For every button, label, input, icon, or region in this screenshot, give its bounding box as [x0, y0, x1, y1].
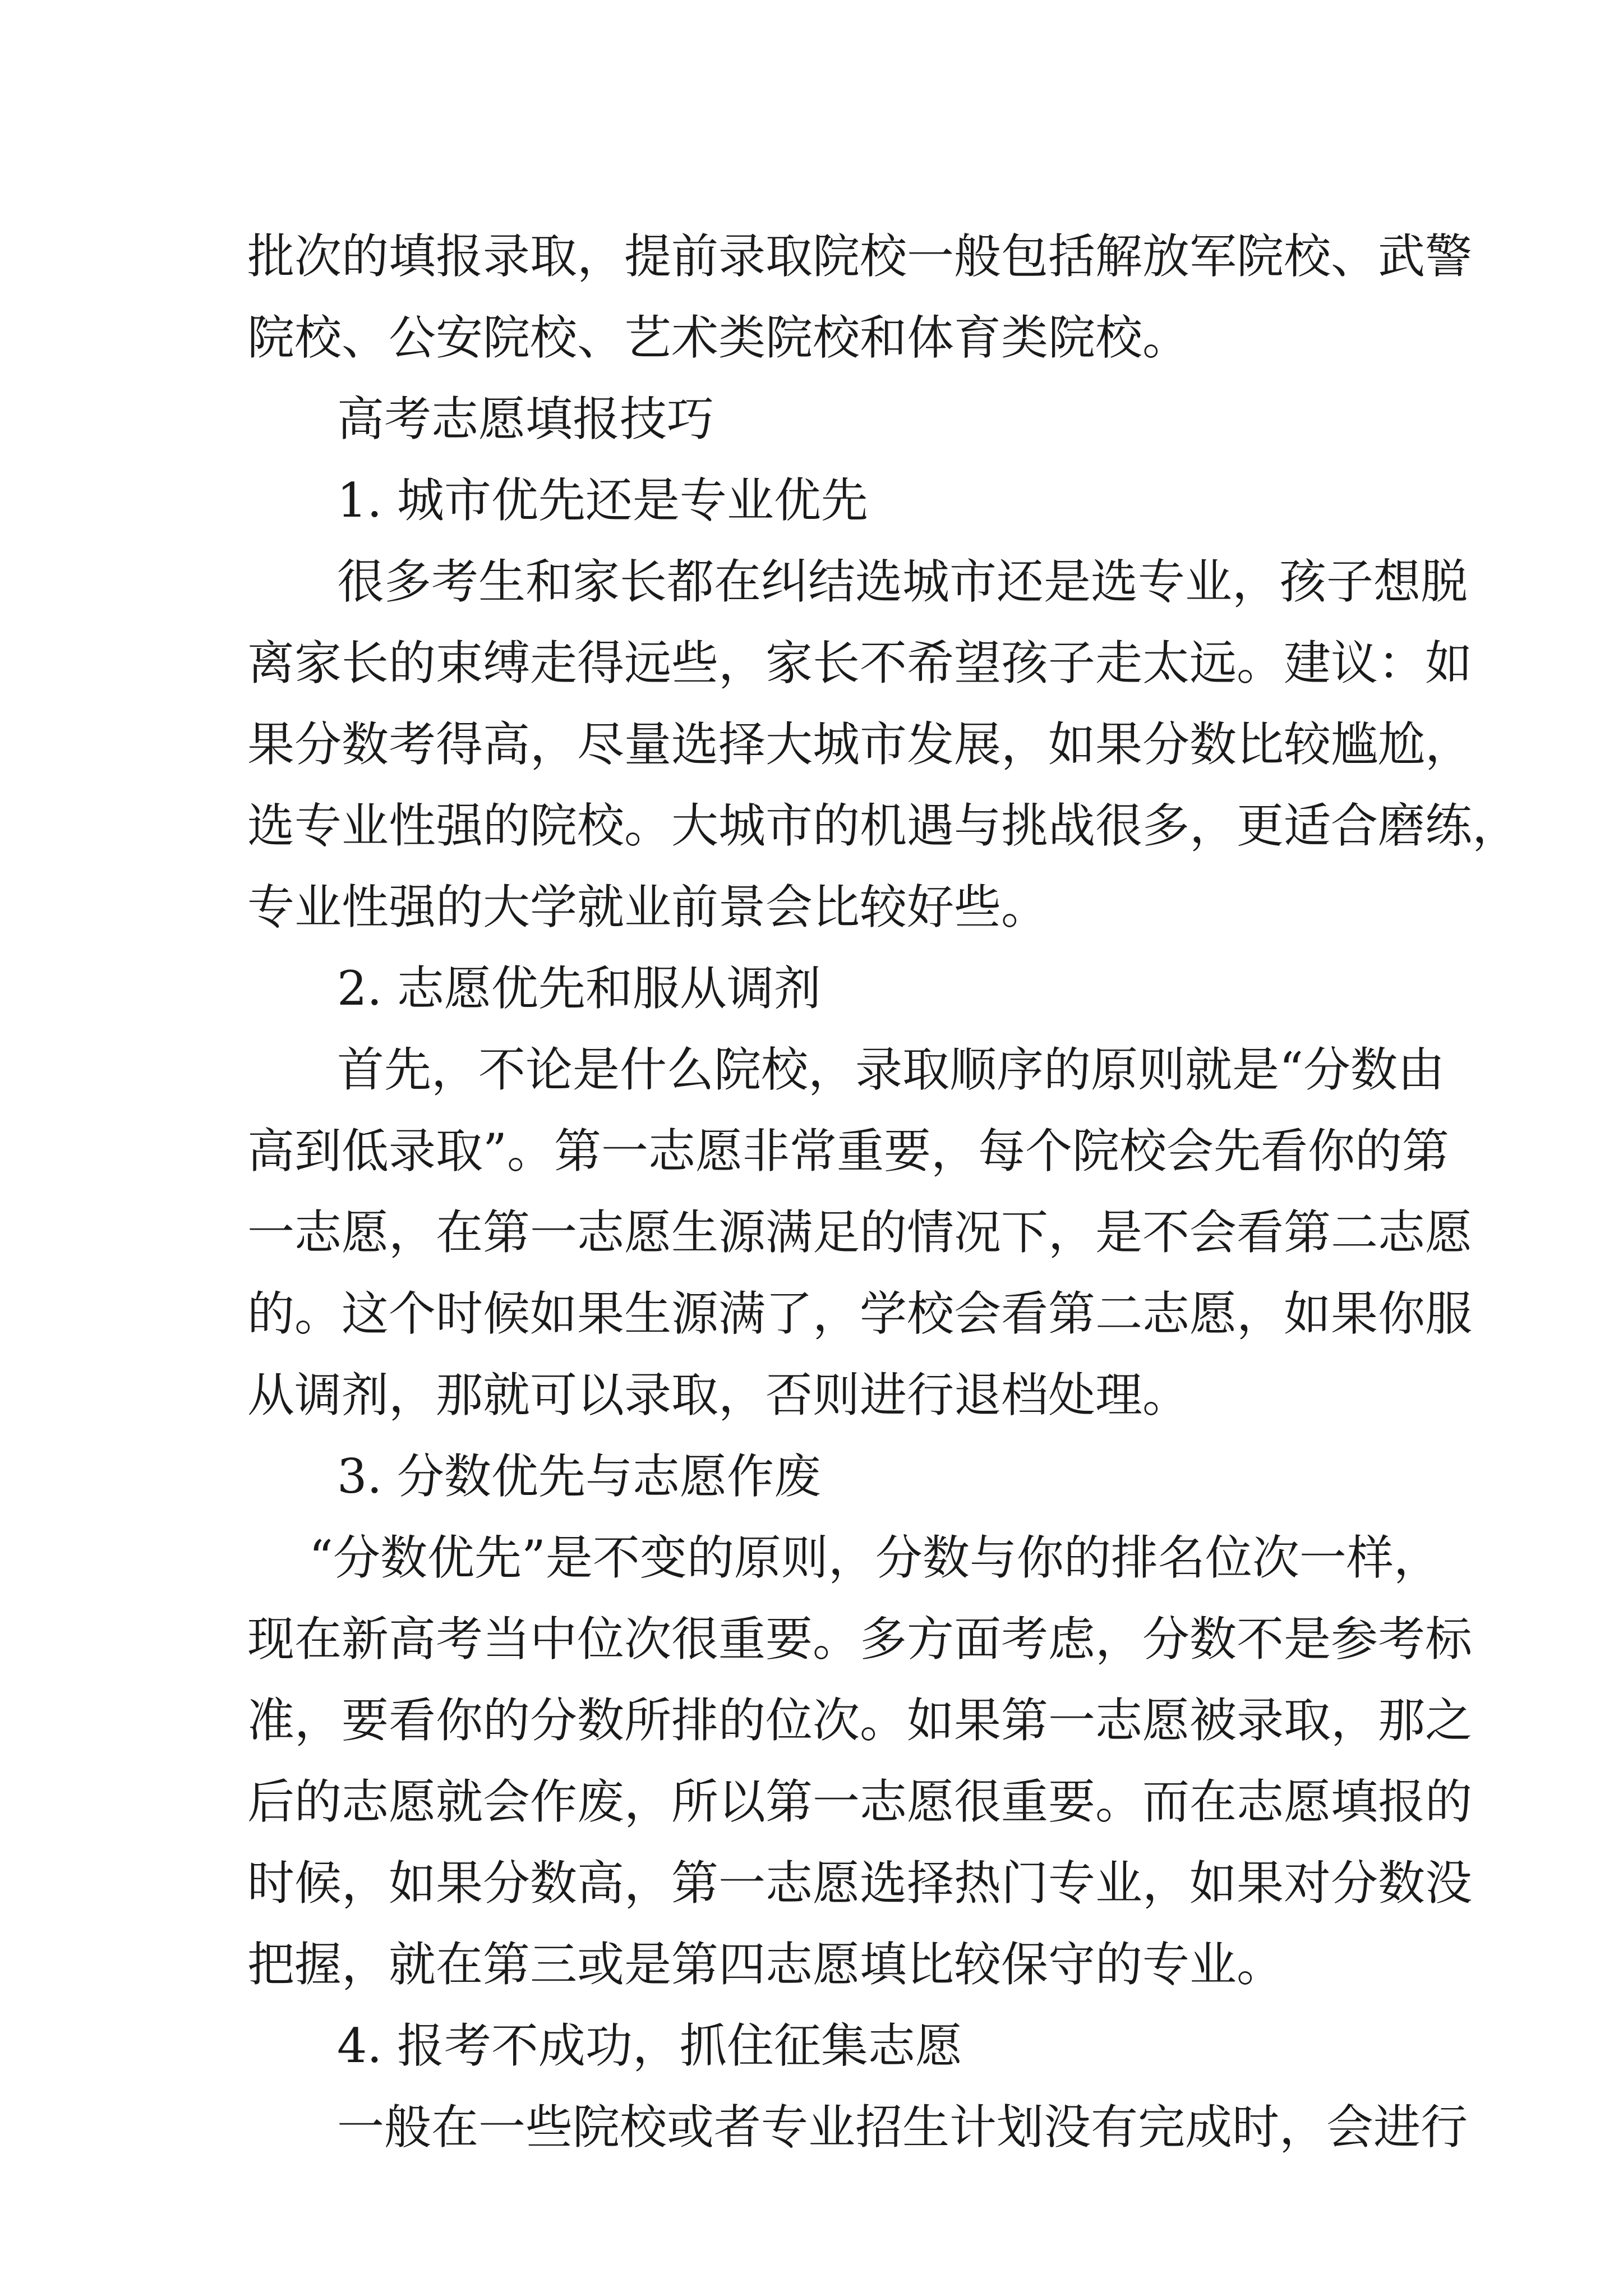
paragraph-line: 院校、公安院校、艺术类院校和体育类院校。 — [247, 310, 1190, 365]
paragraph-line: 选专业性强的院校。大城市的机遇与挑战很多，更适合磨练， — [247, 798, 1520, 853]
paragraph-line: 一志愿，在第一志愿生源满足的情况下，是不会看第二志愿 — [247, 1205, 1473, 1260]
paragraph-line: 高到低录取”。第一志愿非常重要，每个院校会先看你的第 — [247, 1124, 1449, 1179]
paragraph-line: 现在新高考当中位次很重要。多方面考虑，分数不是参考标 — [247, 1612, 1473, 1667]
paragraph-line: 准，要看你的分数所排的位次。如果第一志愿被录取，那之 — [247, 1693, 1473, 1748]
paragraph-line: 专业性强的大学就业前景会比较好些。 — [247, 880, 1049, 935]
paragraph-line: 后的志愿就会作废，所以第一志愿很重要。而在志愿填报的 — [247, 1774, 1473, 1829]
paragraph-line: 时候，如果分数高，第一志愿选择热门专业，如果对分数没 — [247, 1856, 1473, 1911]
subsection-heading: 2. 志愿优先和服从调剂 — [337, 961, 821, 1016]
paragraph-line: 的。这个时候如果生源满了，学校会看第二志愿，如果你服 — [247, 1286, 1473, 1341]
subsection-heading: 3. 分数优先与志愿作废 — [337, 1449, 821, 1504]
paragraph-line: 批次的填报录取，提前录取院校一般包括解放军院校、武警 — [247, 229, 1473, 284]
subsection-heading: 4. 报考不成功，抓住征集志愿 — [337, 2018, 962, 2073]
paragraph-line: 离家长的束缚走得远些，家长不希望孩子走太远。建议：如 — [247, 636, 1473, 691]
paragraph-line: 首先，不论是什么院校，录取顺序的原则就是“分数由 — [337, 1042, 1445, 1097]
paragraph-line: “分数优先”是不变的原则，分数与你的排名位次一样， — [309, 1530, 1441, 1585]
document-body — [247, 216, 1520, 2168]
paragraph-line: 果分数考得高，尽量选择大城市发展，如果分数比较尴尬， — [247, 717, 1473, 772]
section-heading: 高考志愿填报技巧 — [337, 392, 714, 447]
paragraph-line: 从调剂，那就可以录取，否则进行退档处理。 — [247, 1368, 1190, 1423]
paragraph-line: 很多考生和家长都在纠结选城市还是选专业，孩子想脱 — [337, 554, 1468, 609]
paragraph-line: 一般在一些院校或者专业招生计划没有完成时，会进行 — [337, 2100, 1468, 2155]
paragraph-line: 把握，就在第三或是第四志愿填比较保守的专业。 — [247, 1937, 1284, 1992]
subsection-heading: 1. 城市优先还是专业优先 — [337, 473, 868, 528]
